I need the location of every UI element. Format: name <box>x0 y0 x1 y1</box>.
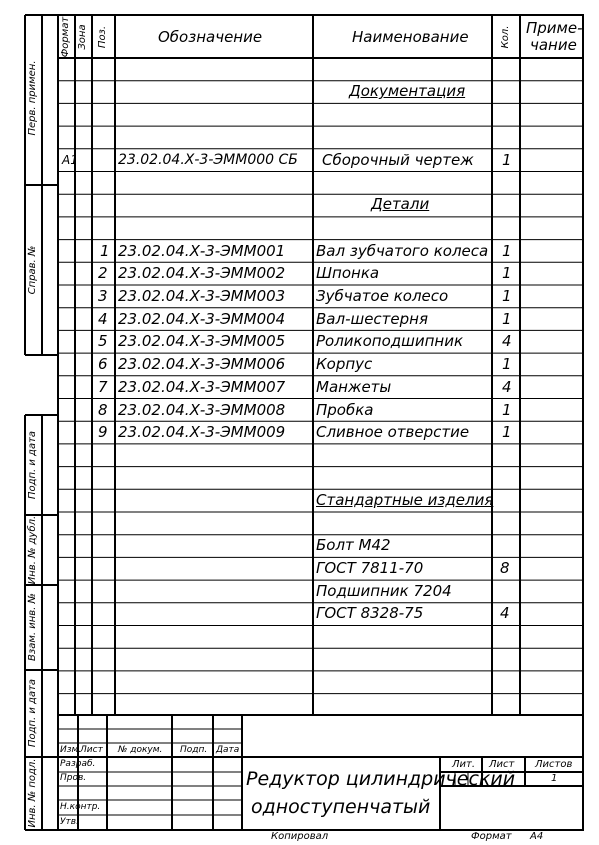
standard-item-qty: 8 <box>500 559 510 577</box>
part-name: Вал-шестерня <box>316 310 429 328</box>
tb-doc-no: № докум. <box>118 745 163 755</box>
footer-copied: Копировал <box>271 831 329 842</box>
header-qty: Кол. <box>500 25 511 49</box>
standard-item-name: Подшипник 7204 <box>316 582 452 600</box>
tb-izm: Изм. <box>60 745 82 755</box>
assembly-qty: 1 <box>502 151 512 169</box>
part-name: Шпонка <box>316 264 380 282</box>
tb-n-kontr: Н.контр. <box>60 802 101 812</box>
part-pos: 8 <box>98 401 108 419</box>
footer-format-value: А4 <box>530 831 544 842</box>
part-pos: 6 <box>98 355 108 373</box>
side-label-vzam-inv: Взам. инв. № <box>27 593 38 661</box>
header-format: Формат <box>60 16 71 58</box>
part-designation: 23.02.04.Х-3-ЭММ006 <box>118 355 286 373</box>
tb-razrab: Разраб. <box>60 759 96 769</box>
tb-prov: Пров. <box>60 773 87 783</box>
tb-sheet: Лист <box>489 759 515 770</box>
header-pos: Поз. <box>97 25 108 49</box>
standard-item-qty: 4 <box>500 604 510 622</box>
part-qty: 1 <box>502 287 512 305</box>
part-qty: 1 <box>502 242 512 260</box>
part-designation: 23.02.04.Х-3-ЭММ009 <box>118 423 286 441</box>
part-designation: 23.02.04.Х-3-ЭММ008 <box>118 401 286 419</box>
part-qty: 1 <box>502 401 512 419</box>
tb-lit: Лит. <box>452 759 476 770</box>
part-pos: 2 <box>98 264 108 282</box>
part-name: Зубчатое колесо <box>316 287 449 305</box>
side-label-inv-podl: Инв. № подл. <box>27 758 38 828</box>
side-label-perv-primen: Перв. примен. <box>27 60 38 136</box>
assembly-name: Сборочный чертеж <box>322 151 474 169</box>
part-qty: 1 <box>502 355 512 373</box>
tb-title-line2: одноступенчатый <box>251 796 431 818</box>
part-pos: 1 <box>100 242 110 260</box>
part-pos: 3 <box>98 287 108 305</box>
part-qty: 1 <box>502 423 512 441</box>
footer-format-label: Формат <box>471 831 512 842</box>
tb-list: Лист <box>80 745 103 755</box>
part-designation: 23.02.04.Х-3-ЭММ005 <box>118 332 286 350</box>
part-pos: 5 <box>98 332 108 350</box>
part-pos: 9 <box>98 423 108 441</box>
tb-data: Дата <box>216 745 240 755</box>
part-name: Манжеты <box>316 378 392 396</box>
part-designation: 23.02.04.Х-3-ЭММ003 <box>118 287 286 305</box>
tb-sheets-value: 1 <box>551 773 558 784</box>
part-pos: 7 <box>98 378 108 396</box>
tb-podp: Подп. <box>180 745 208 755</box>
standard-item-name: ГОСТ 8328-75 <box>316 604 424 622</box>
section-documentation: Документация <box>349 82 466 100</box>
part-name: Пробка <box>316 401 374 419</box>
part-name: Сливное отверстие <box>316 423 470 441</box>
header-zone: Зона <box>77 24 88 50</box>
header-designation: Обозначение <box>158 28 263 46</box>
header-name: Наименование <box>352 28 469 46</box>
part-qty: 1 <box>502 310 512 328</box>
section-standard: Стандартные изделия <box>316 491 494 509</box>
tb-utv: Утв. <box>60 817 79 827</box>
side-label-sprav-no: Справ. № <box>27 245 38 295</box>
part-qty: 4 <box>502 378 512 396</box>
side-label-podp-data-1: Подп. и дата <box>27 430 38 500</box>
tb-sheets: Листов <box>535 759 573 770</box>
part-qty: 4 <box>502 332 512 350</box>
standard-item-name: Болт М42 <box>316 536 391 554</box>
section-details: Детали <box>371 195 430 213</box>
part-name: Роликоподшипник <box>316 332 464 350</box>
part-pos: 4 <box>98 310 108 328</box>
part-designation: 23.02.04.Х-3-ЭММ007 <box>118 378 286 396</box>
header-note-line2: чание <box>530 36 577 54</box>
side-label-inv-dubl: Инв. № дубл. <box>27 515 38 585</box>
assembly-format: А1 <box>62 153 78 167</box>
part-name: Корпус <box>316 355 373 373</box>
assembly-designation: 23.02.04.Х-3-ЭММ000 СБ <box>118 152 298 168</box>
part-designation: 23.02.04.Х-3-ЭММ001 <box>118 242 286 260</box>
header-note-line1: Приме- <box>526 19 583 37</box>
part-designation: 23.02.04.Х-3-ЭММ004 <box>118 310 286 328</box>
side-label-podp-data-2: Подп. и дата <box>27 678 38 748</box>
standard-item-name: ГОСТ 7811-70 <box>316 559 424 577</box>
tb-title-line1: Редуктор цилиндрический <box>246 768 516 790</box>
part-designation: 23.02.04.Х-3-ЭММ002 <box>118 264 286 282</box>
part-qty: 1 <box>502 264 512 282</box>
part-name: Вал зубчатого колеса <box>316 242 489 260</box>
